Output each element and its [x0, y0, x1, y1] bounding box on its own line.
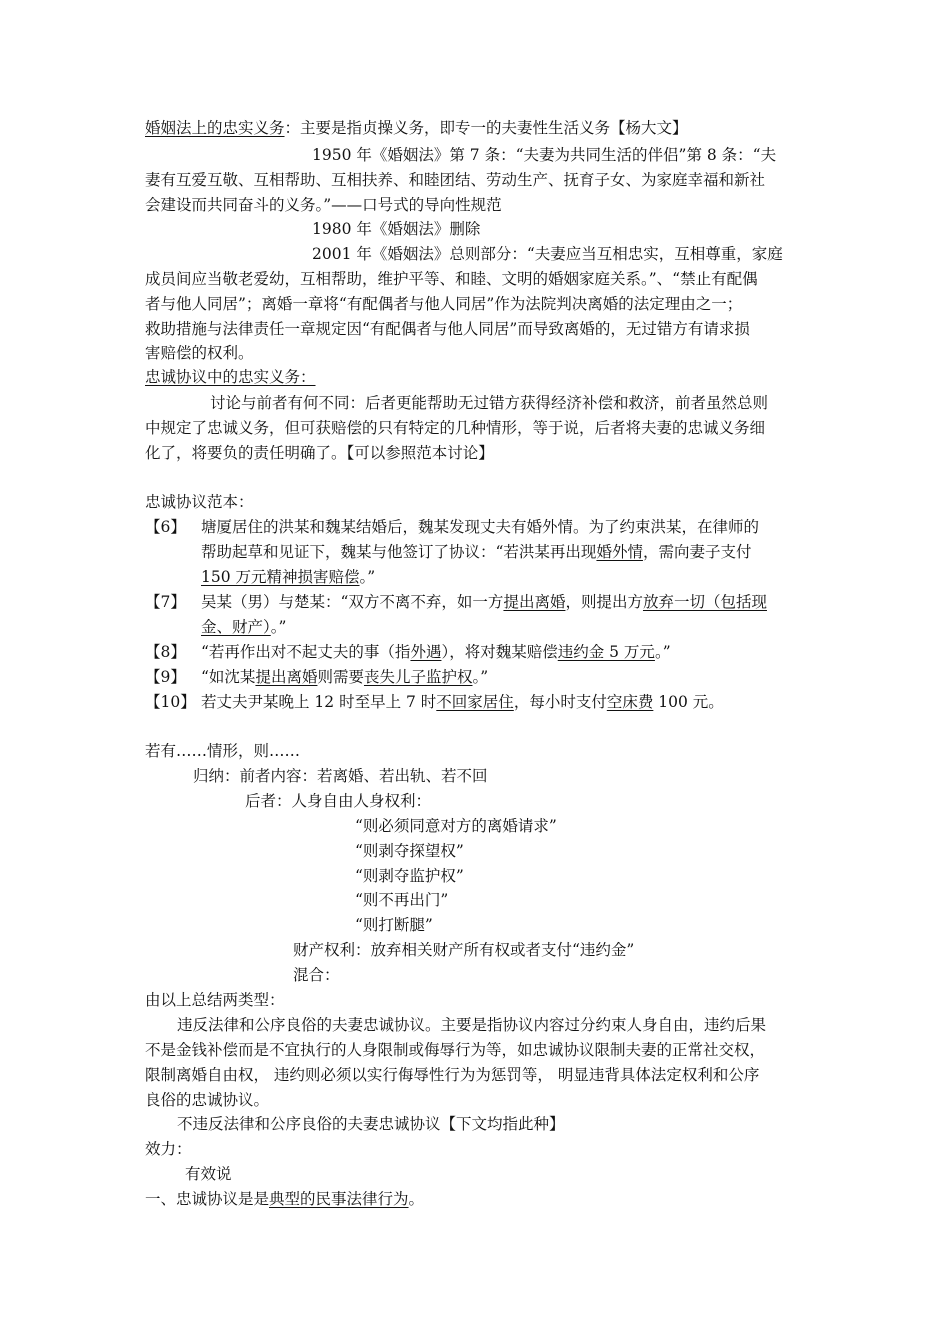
sample-8: 【8】 “若再作出对不起丈夫的事（指外遇），将对魏某赔偿违约金 5 万元。”: [145, 643, 671, 661]
sample-6-line-1: 【6】 塘厦居住的洪某和魏某结婚后，魏某发现丈夫有婚外情。为了约束洪某，在律师的: [145, 518, 760, 536]
sample-7-line-2: 金、财产）。”: [201, 618, 287, 636]
quote-item: “则打断腿”: [355, 916, 433, 934]
underlined-heading: 婚姻法上的忠实义务: [145, 119, 285, 137]
sample-6-line-3: 150 万元精神损害赔偿。”: [201, 568, 376, 586]
quote-item: “则不再出门”: [355, 891, 449, 909]
ifthen-summary: 归纳：前者内容：若离婚、若出轨、若不回: [193, 767, 488, 785]
samples-heading: 忠诚协议范本：: [145, 493, 254, 511]
sample-9: 【9】 “如沈某提出离婚则需要丧失儿子监护权。”: [145, 668, 489, 686]
paragraph-line: 1980 年《婚姻法》删除: [312, 220, 481, 238]
effect-label: 效力：: [145, 1140, 192, 1158]
sample-number: 【9】: [145, 668, 186, 686]
paragraph-line: 良俗的忠诚协议。: [145, 1091, 270, 1109]
paragraph-line: 中规定了忠诚义务，但可获赔偿的只有特定的几种情形，等于说，后者将夫妻的忠诚义务细: [145, 419, 766, 437]
mixed-label: 混合：: [293, 966, 340, 984]
paragraph-line: 1950 年《婚姻法》第 7 条：“夫妻为共同生活的伴侣”第 8 条：“夫: [312, 146, 777, 164]
sample-7-line-1: 【7】 吴某（男）与楚某：“双方不离不弃，如一方提出离婚，则提出方放弃一切（包括现: [145, 593, 767, 611]
paragraph-line: 不违反法律和公序良俗的夫妻忠诚协议【下文均指此种】: [177, 1115, 565, 1133]
paragraph-line: 不是金钱补偿而是不宜执行的人身限制或侮辱行为等，如忠诚协议限制夫妻的正常社交权，: [145, 1041, 766, 1059]
quote-item: “则剥夺探望权”: [355, 842, 464, 860]
paragraph-line: 害赔偿的权利。: [145, 344, 254, 362]
paragraph-line: 违反法律和公序良俗的夫妻忠诚协议。主要是指协议内容过分约束人身自由，违约后果: [177, 1016, 767, 1034]
sample-number: 【7】: [145, 593, 186, 611]
ifthen-latter: 后者：人身自由人身权利：: [245, 792, 432, 810]
paragraph-line: 2001 年《婚姻法》总则部分：“夫妻应当互相忠实，互相尊重，家庭: [312, 245, 783, 263]
sample-6-line-2: 帮助起草和见证下，魏某与他签订了协议：“若洪某再出现婚外情，需向妻子支付: [201, 543, 752, 561]
paragraph-line: 讨论与前者有何不同：后者更能帮助无过错方获得经济补偿和救济，前者虽然总则: [210, 394, 769, 412]
sample-number: 【8】: [145, 643, 186, 661]
sample-10: 【10】 若丈夫尹某晚上 12 时至早上 7 时不回家居住，每小时支付空床费 100 元。: [145, 693, 724, 711]
section-heading-fidelity-law: 婚姻法上的忠实义务：主要是指贞操义务，即专一的夫妻性生活义务【杨大文】: [145, 119, 688, 137]
paragraph-line: 限制离婚自由权， 违约则必须以实行侮辱性行为为惩罚等， 明显违背具体法定权利和公序: [145, 1066, 760, 1084]
quote-item: “则必须同意对方的离婚请求”: [355, 817, 557, 835]
sample-number: 【6】: [145, 518, 186, 536]
summary-heading: 由以上总结两类型：: [145, 991, 285, 1009]
valid-theory: 有效说: [185, 1165, 232, 1183]
section-heading-agreement: 忠诚协议中的忠实义务：: [145, 368, 316, 386]
paragraph-line: 成员间应当敬老爱幼，互相帮助，维护平等、和睦、文明的婚姻家庭关系。”、“禁止有配偶: [145, 270, 758, 288]
paragraph-line: 妻有互爱互敬、互相帮助、互相扶养、和睦团结、劳动生产、抚育子女、为家庭幸福和新社: [145, 171, 766, 189]
paragraph-line: 会建设而共同奋斗的义务。”——口号式的导向性规范: [145, 196, 502, 214]
point-one: 一、忠诚协议是是典型的民事法律行为。: [145, 1190, 425, 1208]
paragraph-line: 救助措施与法律责任一章规定因“有配偶者与他人同居”而导致离婚的，无过错方有请求损: [145, 320, 750, 338]
paragraph-line: 者与他人同居”；离婚一章将“有配偶者与他人同居”作为法院判决离婚的法定理由之一；: [145, 295, 743, 313]
property-rights: 财产权利：放弃相关财产所有权或者支付“违约金”: [293, 941, 635, 959]
quote-item: “则剥夺监护权”: [355, 867, 464, 885]
sample-number: 【10】: [145, 693, 196, 711]
paragraph-line: 化了，将要负的责任明确了。【可以参照范本讨论】: [145, 444, 494, 462]
ifthen-heading: 若有……情形，则……: [145, 742, 301, 760]
